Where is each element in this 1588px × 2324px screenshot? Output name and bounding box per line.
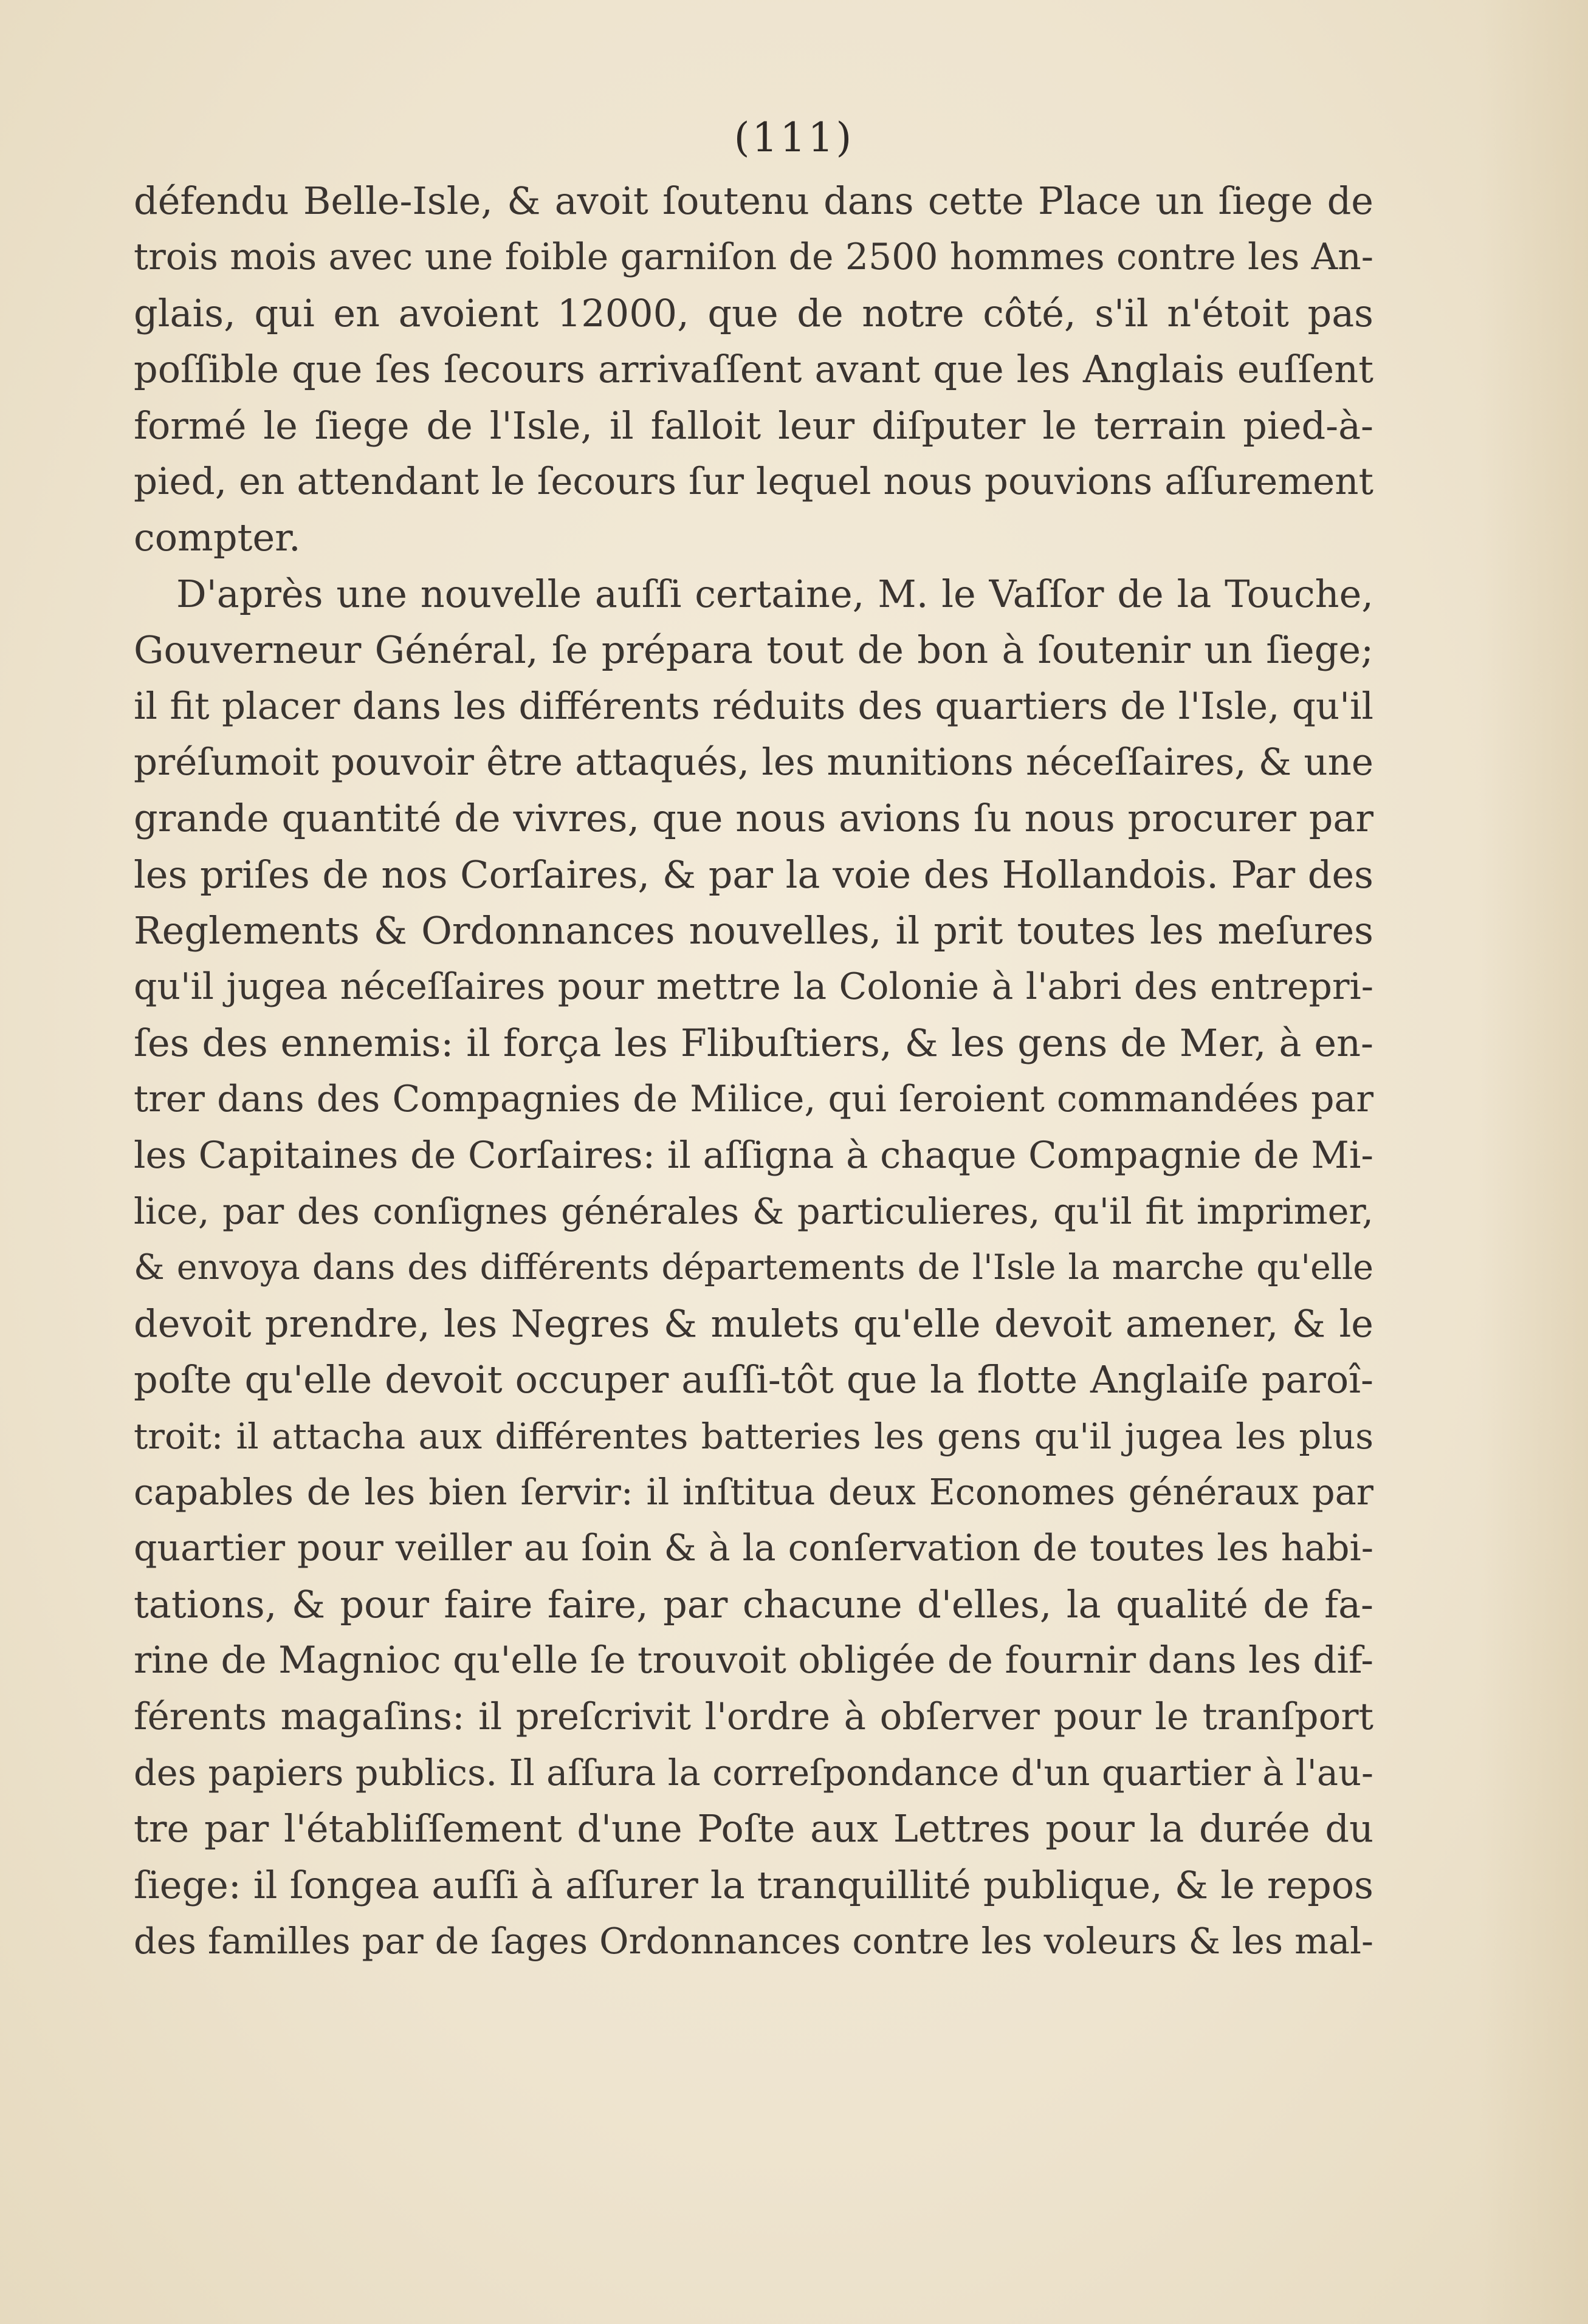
text-line: Gouverneur Général, ſe prépara tout de bon à ſoutenir un ſiege; xyxy=(134,628,1373,673)
text-line: ſes des ennemis: il força les Flibuſtiers, & les gens de Mer, à en- xyxy=(134,1020,1373,1065)
page-number: (111) xyxy=(734,114,854,161)
text-line: capables de les bien ſervir: il inſtitua deux Economes généraux par xyxy=(134,1470,1373,1513)
text-line: rine de Magnioc qu'elle ſe trouvoit obligée de fournir dans les dif- xyxy=(134,1639,1373,1682)
text-line: tations, & pour faire faire, par chacune d'elles, la qualité de fa- xyxy=(134,1582,1373,1626)
text-line: compter. xyxy=(134,515,301,560)
text-line: défendu Belle-Isle, & avoit ſoutenu dans cette Place un ſiege de xyxy=(134,179,1373,223)
text-line: les priſes de nos Corſaires, & par la voie des Hollandois. Par des xyxy=(134,852,1373,897)
text-line: férents magaſins: il preſcrivit l'ordre à obſerver pour le tranſport xyxy=(134,1695,1373,1738)
text-line: troit: il attacha aux différentes batteries les gens qu'il jugea les plus xyxy=(134,1415,1373,1457)
text-line: trois mois avec une foible garniſon de 2500 hommes contre les An- xyxy=(134,236,1373,279)
text-line: quartier pour veiller au ſoin & à la conſervation de toutes les habi- xyxy=(134,1527,1373,1570)
text-line: ſiege: il ſongea auſſi à aſſurer la tranquillité publique, & le repos xyxy=(134,1862,1373,1907)
text-line: il fit placer dans les différents réduits des quartiers de l'Isle, qu'il xyxy=(134,684,1373,728)
text-line: trer dans des Compagnies de Milice, qui ſeroient commandées par xyxy=(134,1078,1373,1121)
text-line: grande quantité de vivres, que nous avions ſu nous procurer par xyxy=(134,796,1373,841)
text-line: préſumoit pouvoir être attaqués, les munitions néceſſaires, & une xyxy=(134,740,1373,784)
text-line: pied, en attendant le ſecours ſur lequel nous pouvions aſſurement xyxy=(134,459,1373,503)
text-line: des papiers publics. Il aſſura la correſpondance d'un quartier à l'au- xyxy=(134,1751,1373,1794)
text-line: poſſible que ſes ſecours arrivaſſent avant que les Anglais euſſent xyxy=(134,347,1373,392)
page-edge-shading xyxy=(1479,0,1588,2324)
text-line: D'après une nouvelle auſſi certaine, M. le Vaſſor de la Touche, xyxy=(176,571,1373,616)
text-line: des familles par de ſages Ordonnances contre les voleurs & les mal- xyxy=(134,1920,1373,1962)
text-line: formé le ſiege de l'Isle, il falloit leur diſputer le terrain pied-à- xyxy=(134,403,1373,448)
text-line: & envoya dans des différents départements de l'Isle la marche qu'elle xyxy=(134,1247,1373,1288)
text-line: tre par l'établiſſement d'une Poſte aux Lettres pour la durée du xyxy=(134,1806,1373,1851)
text-line: poſte qu'elle devoit occuper auſſi-tôt que la flotte Anglaiſe paroî- xyxy=(134,1357,1373,1402)
text-line: glais, qui en avoient 12000, que de notre côté, s'il n'étoit pas xyxy=(134,290,1373,335)
text-line: les Capitaines de Corſaires: il aſſigna à chaque Compagnie de Mi- xyxy=(134,1133,1373,1177)
text-line: devoit prendre, les Negres & mulets qu'elle devoit amener, & le xyxy=(134,1301,1373,1346)
text-line: qu'il jugea néceſſaires pour mettre la Colonie à l'abri des entrepri- xyxy=(134,965,1373,1009)
body-text xyxy=(134,173,1373,1970)
text-line: lice, par des conſignes générales & particulieres, qu'il fit imprimer, xyxy=(134,1190,1373,1233)
text-line: Reglements & Ordonnances nouvelles, il prit toutes les meſures xyxy=(134,908,1373,953)
